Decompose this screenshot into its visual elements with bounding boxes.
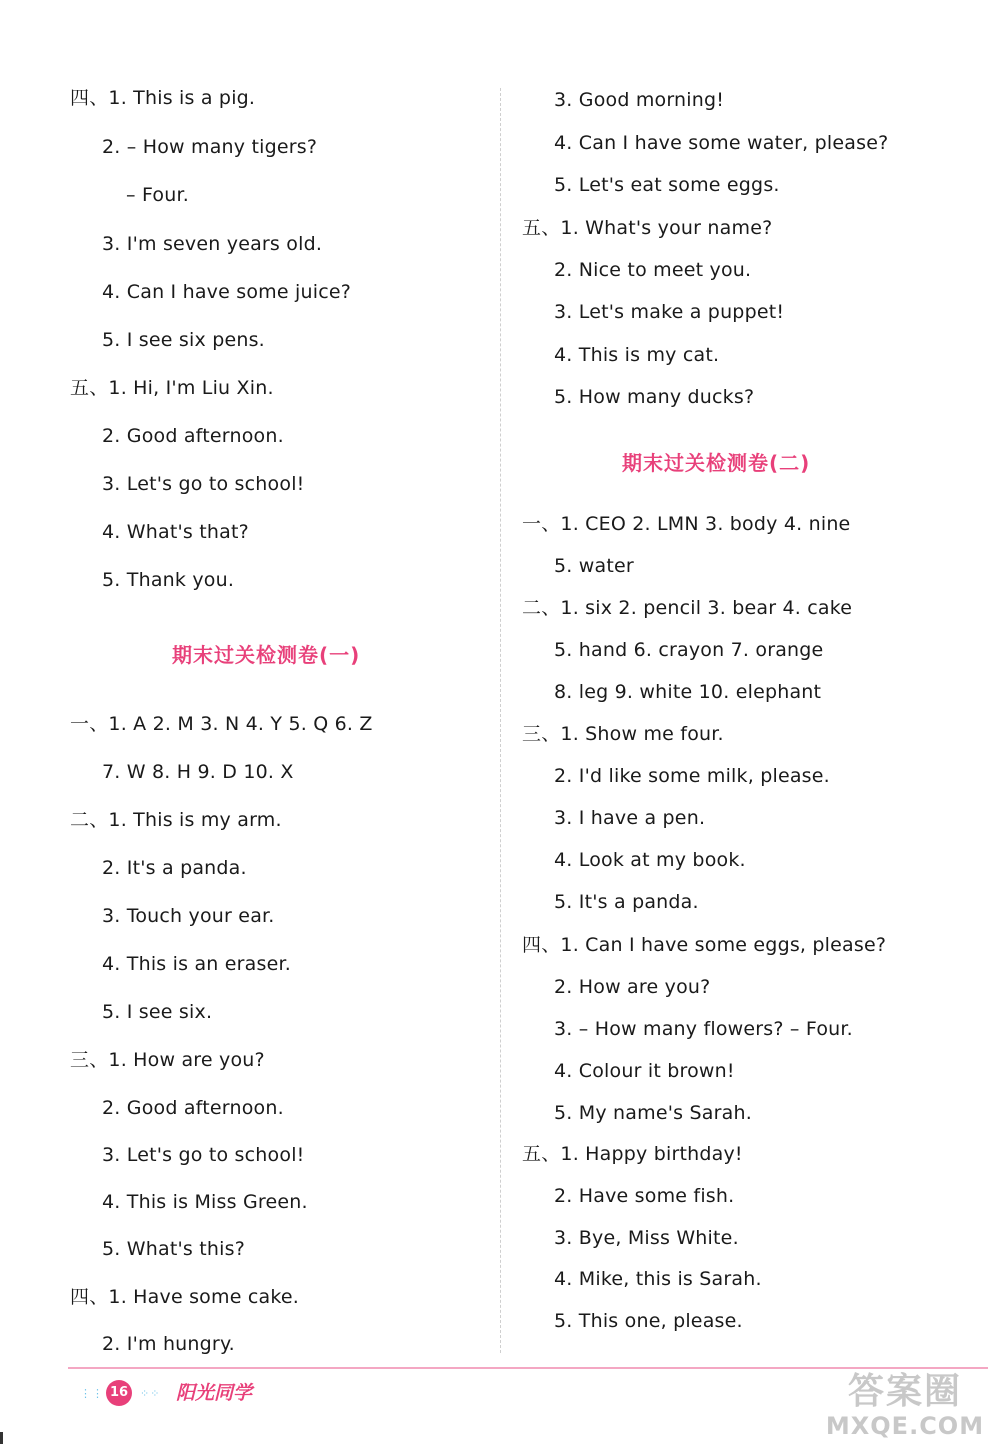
dots-decoration-icon: ⋮⋮ — [80, 1387, 104, 1400]
answer-line: 二、1. This is my arm. — [70, 809, 282, 831]
answer-line: 5. How many ducks? — [554, 386, 755, 408]
section-heading: 期末过关检测卷(一) — [172, 643, 361, 667]
answer-line: 5. It's a panda. — [554, 891, 699, 913]
answer-line: 4. This is an eraser. — [102, 953, 292, 975]
answer-line: 3. I'm seven years old. — [102, 233, 323, 255]
answer-line: 三、1. How are you? — [70, 1049, 265, 1071]
answer-line: 五、1. Happy birthday! — [522, 1143, 743, 1165]
answer-line: 3. – How many flowers? – Four. — [554, 1018, 853, 1040]
answer-line: 4. This is my cat. — [554, 344, 720, 366]
answer-line: 三、1. Show me four. — [522, 723, 724, 745]
column-divider — [500, 88, 501, 1353]
answer-line: 一、1. A 2. M 3. N 4. Y 5. Q 6. Z — [70, 713, 373, 735]
answer-line: 一、1. CEO 2. LMN 3. body 4. nine — [522, 513, 851, 535]
answer-line: 3. Good morning! — [554, 89, 725, 111]
page-number: 16 — [106, 1380, 132, 1406]
answer-line: 2. It's a panda. — [102, 857, 247, 879]
answer-line: 二、1. six 2. pencil 3. bear 4. cake — [522, 597, 853, 619]
answer-line: 四、1. Have some cake. — [70, 1286, 299, 1308]
answer-line: 5. hand 6. crayon 7. orange — [554, 639, 824, 661]
answer-line: 5. Thank you. — [102, 569, 235, 591]
answer-line: 3. Let's make a puppet! — [554, 301, 785, 323]
answer-line: 3. Touch your ear. — [102, 905, 275, 927]
answer-line: 3. Let's go to school! — [102, 473, 305, 495]
answer-line: 2. Good afternoon. — [102, 425, 284, 447]
brand-logo: 阳光同学 — [176, 1382, 253, 1404]
answer-line: 2. I'd like some milk, please. — [554, 765, 830, 787]
answer-line: 2. How are you? — [554, 976, 711, 998]
dots-decoration-icon: ⁘⁘ — [140, 1387, 161, 1400]
answer-line: 4. Look at my book. — [554, 849, 746, 871]
answer-line: 2. I'm hungry. — [102, 1333, 235, 1355]
answer-line: 5. I see six. — [102, 1001, 213, 1023]
answer-line: 5. What's this? — [102, 1238, 246, 1260]
answer-line: 4. This is Miss Green. — [102, 1191, 308, 1213]
answer-line: 3. Let's go to school! — [102, 1144, 305, 1166]
watermark-title: 答案圈 — [847, 1371, 962, 1412]
answer-line: 2. Have some fish. — [554, 1185, 735, 1207]
answer-line: 4. Can I have some juice? — [102, 281, 352, 303]
answer-line: 五、1. What's your name? — [522, 217, 773, 239]
answer-line: 7. W 8. H 9. D 10. X — [102, 761, 294, 783]
watermark-logo — [820, 1372, 990, 1442]
answer-line: 2. Nice to meet you. — [554, 259, 752, 281]
answer-line: 3. I have a pen. — [554, 807, 706, 829]
answer-line: 5. My name's Sarah. — [554, 1102, 752, 1124]
edge-mark — [0, 1432, 3, 1444]
answer-line: 2. Good afternoon. — [102, 1097, 284, 1119]
answer-line: 4. Can I have some water, please? — [554, 132, 889, 154]
answer-line: 五、1. Hi, I'm Liu Xin. — [70, 377, 274, 399]
answer-line: 3. Bye, Miss White. — [554, 1227, 739, 1249]
answer-line: 5. water — [554, 555, 634, 577]
answer-line: 4. What's that? — [102, 521, 249, 543]
answer-line: 4. Colour it brown! — [554, 1060, 735, 1082]
footer-rule — [68, 1367, 988, 1369]
answer-line: 4. Mike, this is Sarah. — [554, 1268, 762, 1290]
answer-line: 四、1. Can I have some eggs, please? — [522, 934, 887, 956]
watermark-url: MXQE.COM — [825, 1412, 985, 1440]
answer-line: – Four. — [126, 184, 189, 206]
answer-line: 5. I see six pens. — [102, 329, 265, 351]
section-heading: 期末过关检测卷(二) — [622, 451, 811, 475]
answer-line: 5. Let's eat some eggs. — [554, 174, 780, 196]
answer-line: 四、1. This is a pig. — [70, 87, 256, 109]
answer-line: 5. This one, please. — [554, 1310, 743, 1332]
answer-line: 2. – How many tigers? — [102, 136, 318, 158]
answer-line: 8. leg 9. white 10. elephant — [554, 681, 822, 703]
